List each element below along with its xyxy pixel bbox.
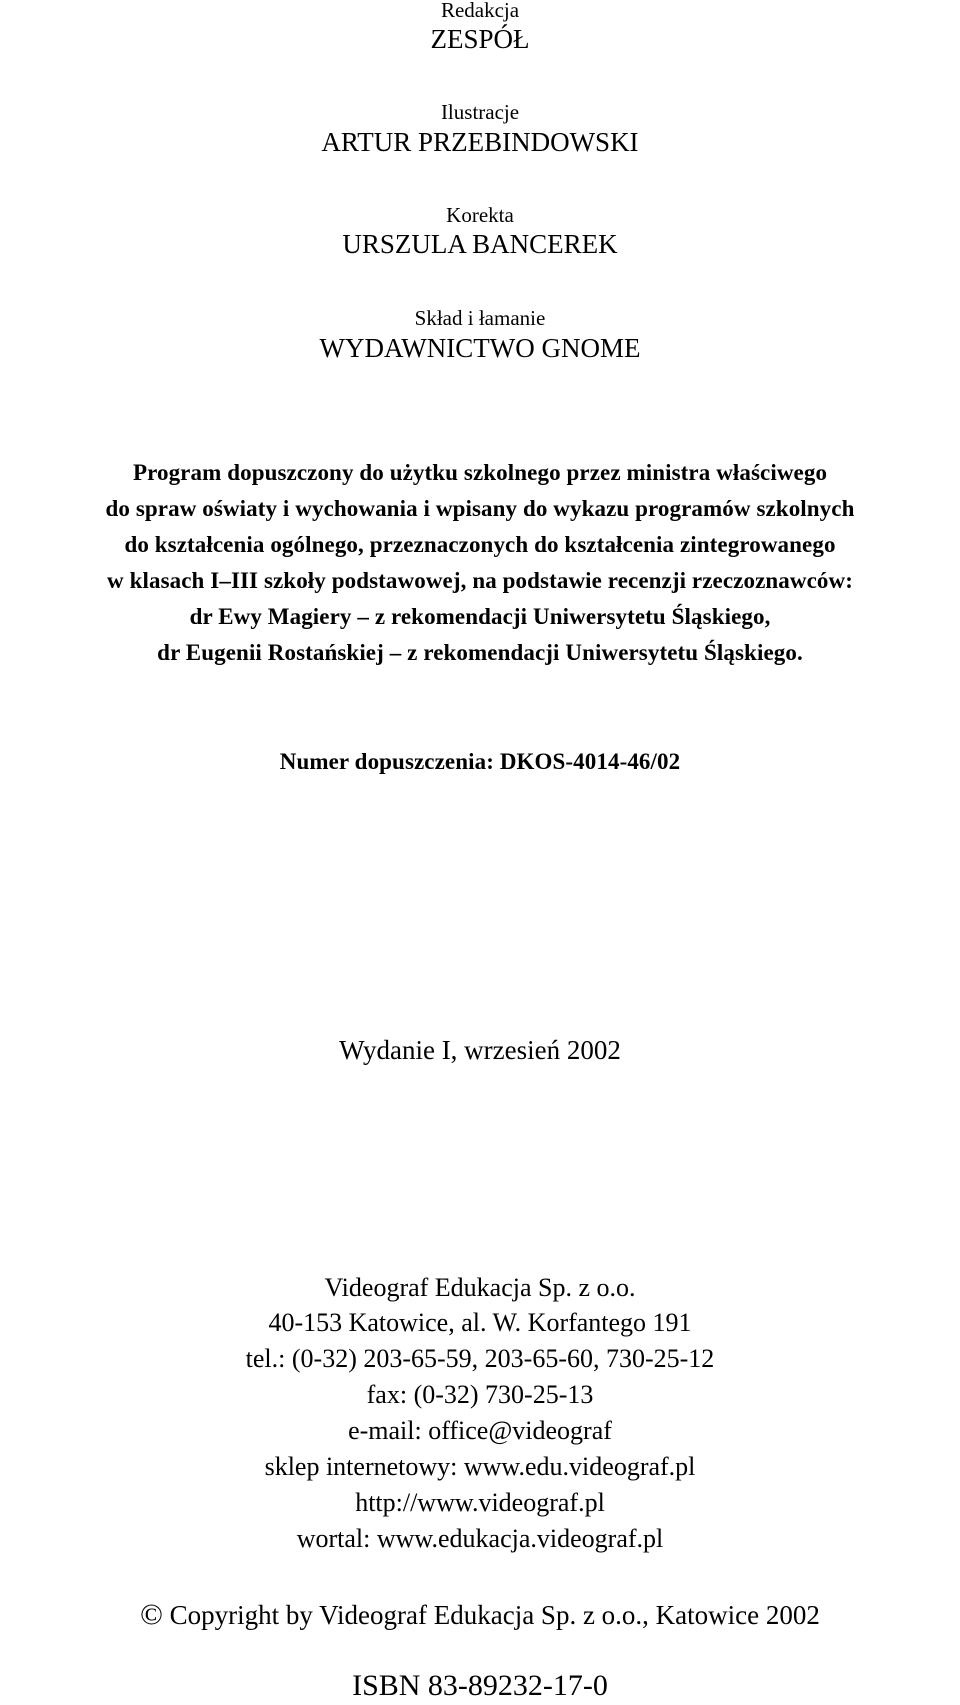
copyright-icon: © [140, 1598, 163, 1631]
approval-line: dr Ewy Magiery – z rekomendacji Uniwersytetu Śląskiego, [189, 604, 771, 629]
publisher-shop: sklep internetowy: www.edu.videograf.pl [264, 1452, 696, 1481]
publisher-name: Videograf Edukacja Sp. z o.o. [324, 1273, 636, 1302]
approval-line: do kształcenia ogólnego, przeznaczonych do kształcenia zintegrowanego [124, 532, 836, 557]
credit-label-illustrations: Ilustracje [440, 100, 520, 124]
approval-number: Numer dopuszczenia: DKOS-4014-46/02 [279, 749, 681, 774]
credit-label-typesetting: Skład i łamanie [414, 306, 546, 330]
publisher-email: e-mail: office@videograf [348, 1416, 612, 1445]
credit-value-illustrations: ARTUR PRZEBINDOWSKI [321, 127, 639, 157]
publisher-phone: tel.: (0-32) 203-65-59, 203-65-60, 730-25-12 [245, 1344, 715, 1373]
edition-info: Wydanie I, wrzesień 2002 [339, 1035, 621, 1065]
publisher-portal: wortal: www.edukacja.videograf.pl [296, 1524, 664, 1553]
approval-line: Program dopuszczony do użytku szkolnego przez ministra właściwego [132, 460, 828, 485]
credit-value-editing: ZESPÓŁ [430, 24, 530, 54]
approval-line: dr Eugenii Rostańskiej – z rekomendacji Uniwersytetu Śląskiego. [157, 640, 803, 665]
isbn: ISBN 83-89232-17-0 [352, 1669, 608, 1702]
publisher-website: http://www.videograf.pl [355, 1488, 605, 1517]
credit-label-proofreading: Korekta [446, 203, 514, 227]
copyright-notice [0, 1598, 960, 1632]
publisher-fax: fax: (0-32) 730-25-13 [366, 1380, 594, 1409]
publisher-address: 40-153 Katowice, al. W. Korfantego 191 [268, 1308, 692, 1337]
copyright-text: Copyright by Videograf Edukacja Sp. z o.o., Katowice 2002 [169, 1600, 820, 1630]
approval-line: do spraw oświaty i wychowania i wpisany do wykazu programów szkolnych [105, 496, 855, 521]
credit-value-proofreading: URSZULA BANCEREK [342, 229, 618, 259]
approval-line: w klasach I–III szkoły podstawowej, na podstawie recenzji rzeczoznawców: [107, 568, 853, 593]
credit-value-typesetting: WYDAWNICTWO GNOME [319, 333, 641, 363]
credit-label-editing: Redakcja [440, 0, 520, 22]
